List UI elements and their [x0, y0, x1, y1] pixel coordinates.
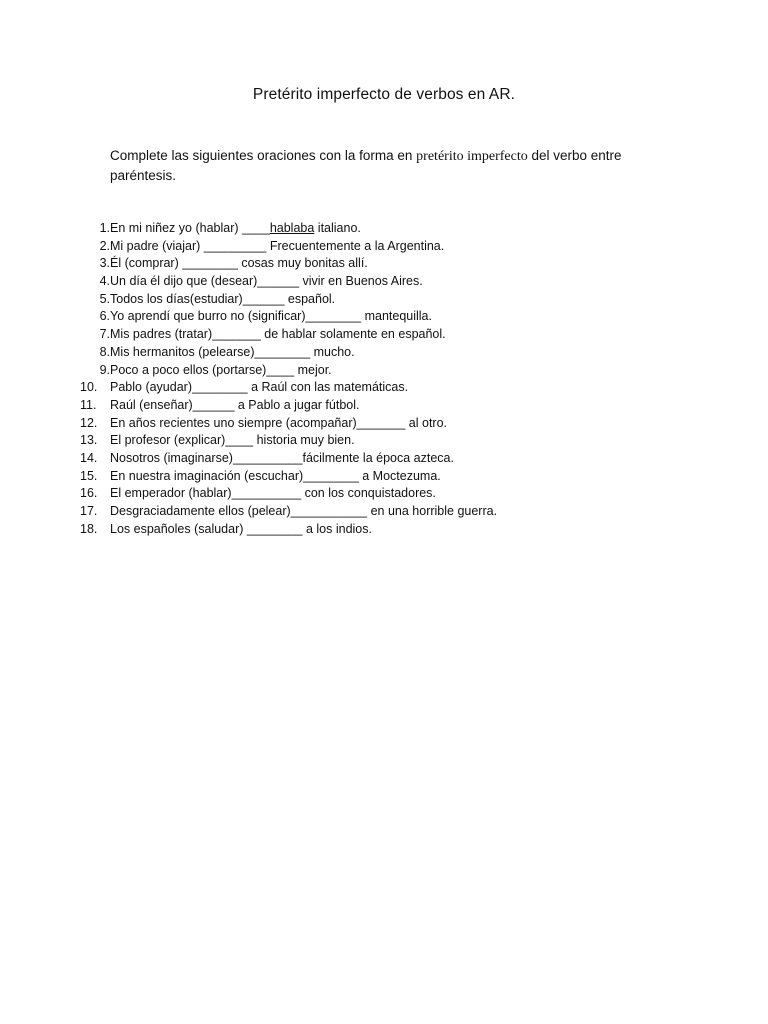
item-number: 2. — [99, 238, 110, 253]
item-number: 10. — [80, 380, 98, 395]
item-text: Mis padres (tratar)_______ de hablar solamente en español. — [110, 327, 446, 342]
item-text: Mis hermanitos (pelearse)________ mucho. — [110, 344, 355, 359]
item-text: Raúl (enseñar)______ a Pablo a jugar fútbol. — [110, 397, 360, 412]
item-text: En años recientes uno siempre (acompañar)_______ al otro. — [110, 415, 448, 430]
list-item — [80, 344, 700, 362]
item-text: Yo aprendí que burro no (significar)________ mantequilla. — [110, 309, 432, 324]
item-number: 1. — [99, 221, 110, 235]
item-answer: hablaba — [269, 221, 315, 235]
item-number: 17. — [80, 504, 98, 518]
item-number: 4. — [99, 274, 110, 289]
item-text-before: En mi niñez yo (hablar) ____ — [110, 221, 270, 235]
item-number: 8. — [99, 344, 110, 359]
item-text: Poco a poco ellos (portarse)____ mejor. — [110, 362, 332, 377]
instructions-before: Complete las siguientes oraciones con la forma en — [110, 148, 417, 163]
item-text — [110, 220, 361, 238]
exercise-list — [80, 220, 700, 538]
item-number: 9. — [99, 362, 110, 377]
list-item — [80, 432, 700, 450]
item-number: 11. — [80, 397, 97, 412]
list-item — [80, 415, 700, 433]
list-item — [80, 379, 700, 397]
item-number: 18. — [80, 521, 98, 536]
list-item — [80, 238, 700, 256]
instructions-after: del verbo entre paréntesis. — [110, 148, 622, 183]
list-item — [80, 450, 700, 468]
list-item — [80, 308, 700, 326]
item-number: 7. — [99, 327, 110, 342]
item-number: 6. — [99, 309, 110, 324]
instructions-emphasis: pretérito imperfecto — [416, 149, 528, 164]
item-text: Mi padre (viajar) _________ Frecuentemente a la Argentina. — [110, 238, 445, 253]
item-text: Los españoles (saludar) ________ a los indios. — [110, 521, 372, 536]
list-item — [80, 362, 700, 380]
item-text: Desgraciadamente ellos (pelear)___________ en una horrible guerra. — [110, 504, 498, 518]
item-number: 13. — [80, 433, 98, 448]
item-number: 12. — [80, 415, 98, 430]
item-text: En nuestra imaginación (escuchar)________ a Moctezuma. — [110, 468, 441, 483]
item-text: Un día él dijo que (desear)______ vivir en Buenos Aires. — [110, 274, 423, 289]
instructions — [110, 146, 670, 185]
item-number: 16. — [80, 486, 98, 501]
item-number: 3. — [99, 256, 110, 271]
list-item — [80, 291, 700, 309]
item-text: Él (comprar) ________ cosas muy bonitas allí. — [110, 256, 368, 271]
item-number: 14. — [80, 450, 98, 465]
item-text-after: italiano. — [314, 221, 361, 235]
list-item — [80, 485, 700, 503]
item-text: Nosotros (imaginarse)__________fácilmente la época azteca. — [110, 450, 454, 465]
list-item — [80, 468, 700, 486]
list-item — [80, 255, 700, 273]
page-title: Pretérito imperfecto de verbos en AR. — [252, 86, 516, 103]
item-number: 5. — [99, 291, 110, 306]
list-item — [80, 503, 700, 521]
item-text: Todos los días(estudiar)______ español. — [110, 291, 336, 306]
list-item — [80, 326, 700, 344]
list-item — [80, 521, 700, 539]
item-text: Pablo (ayudar)________ a Raúl con las matemáticas. — [110, 380, 409, 395]
item-text: El profesor (explicar)____ historia muy bien. — [110, 433, 355, 448]
item-text: El emperador (hablar)__________ con los conquistadores. — [110, 486, 436, 501]
list-item — [80, 273, 700, 291]
item-number: 15. — [80, 468, 98, 483]
list-item — [80, 220, 700, 238]
list-item — [80, 397, 700, 415]
